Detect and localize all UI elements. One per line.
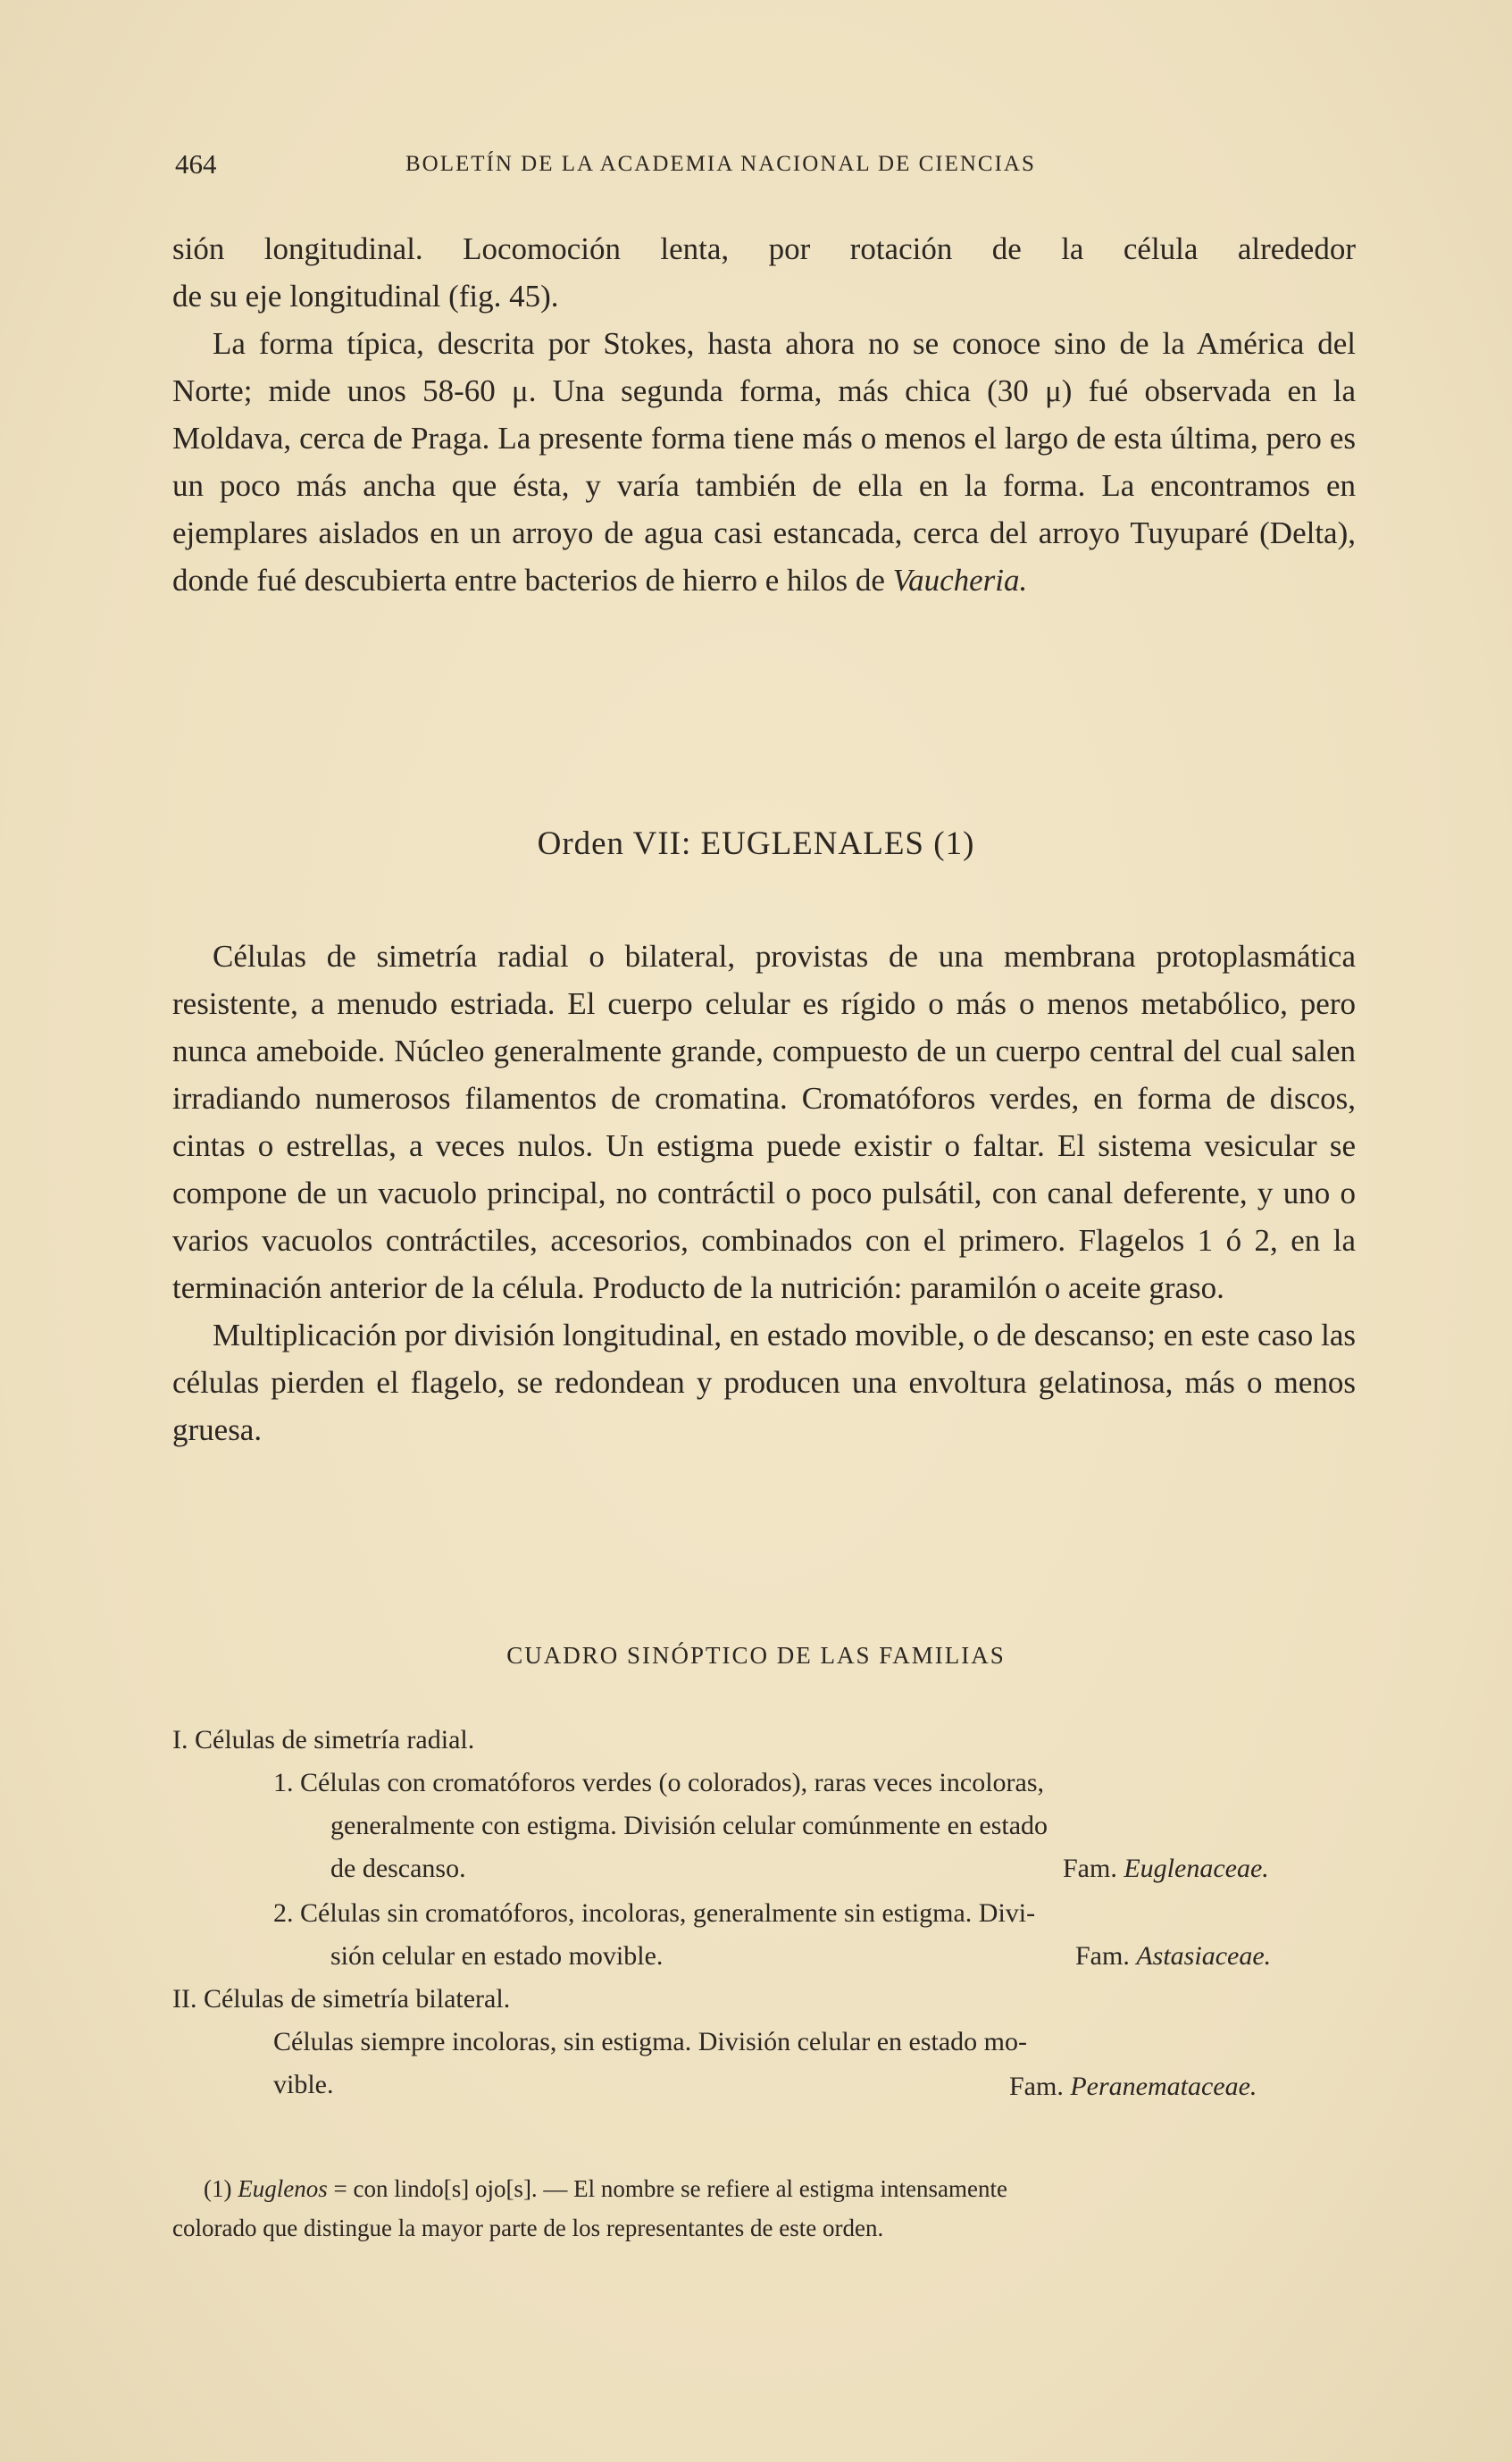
footnote-term: Euglenos bbox=[238, 2175, 328, 2202]
paragraph-text bbox=[172, 320, 1356, 604]
fam-name: Euglenaceae. bbox=[1124, 1854, 1269, 1883]
paragraph-stokes bbox=[172, 320, 1356, 604]
paragraph-body: La forma típica, descrita por Stokes, hasta ahora no se conoce sino de la América del Norte; mide unos 58-60 μ. Una segunda forma, más chica (30 μ) fué observada en la Moldava, cerca de Praga. La presente forma tiene más o menos el largo de esta última, pero es un poco más ancha que ésta, y varía también de ella en la forma. La encontramos en ejemplares aislados en un arroyo de agua casi estancada, cerca del arroyo Tuyuparé (Delta), donde fué descubierta entre bacterios de hierro e hilos de bbox=[172, 326, 1356, 598]
entry-line: generalmente con estigma. División celular comúnmente en estado bbox=[330, 1811, 1048, 1840]
paragraph-text: Multiplicación por división longitudinal, en estado movible, o de descanso; en este caso las células pierden el flagelo, se redondean y producen una envoltura gelatinosa, más o menos gruesa. bbox=[172, 1318, 1356, 1447]
fam-label: Fam. bbox=[1075, 1941, 1130, 1971]
family-name bbox=[1075, 1935, 1271, 1978]
italic-genus: Vaucheria. bbox=[892, 563, 1028, 598]
family-name bbox=[1063, 1847, 1269, 1890]
table-title: CUADRO SINÓPTICO DE LAS FAMILIAS bbox=[506, 1642, 1006, 1669]
section-heading: Orden VII: EUGLENALES (1) bbox=[537, 825, 975, 862]
paragraph-continuation bbox=[172, 225, 1356, 320]
fam-label: Fam. bbox=[1009, 2072, 1064, 2101]
text-line: sión longitudinal. Locomoción lenta, por rotación de la célula alrededor bbox=[172, 231, 1356, 266]
text-line: de su eje longitudinal (fig. 45). bbox=[172, 279, 559, 314]
paragraph-text: Células de simetría radial o bilateral, provistas de una membrana protoplasmática resistente, a menudo estriada. El cuerpo celular es rígido o más o menos metabólico, pero nunca ameboide. Núcleo generalmente grande, compuesto de un cuerpo central del cual salen irradiando numerosos filamentos de cromatina. Cromatóforos verdes, en forma de discos, cintas o estrellas, a veces nulos. Un estigma puede existir o faltar. El sistema vesicular se compone de un vacuolo principal, no contráctil o poco pulsátil, con canal deferente, y uno o varios vacuolos contráctiles, accesorios, combinados con el primero. Flagelos 1 ó 2, en la terminación anterior de la célula. Producto de la nutrición: paramilón o aceite graso. bbox=[172, 939, 1356, 1305]
page-number: 464 bbox=[175, 148, 217, 180]
entry-line: sión celular en estado movible. bbox=[330, 1941, 664, 1971]
entry-line: 1. Células con cromatóforos verdes (o colorados), raras veces incoloras, bbox=[273, 1768, 1045, 1797]
group-heading: I. Células de simetría radial. bbox=[172, 1725, 475, 1754]
entry-line: Células siempre incoloras, sin estigma. División celular en estado mo- bbox=[273, 2027, 1027, 2056]
entry-line: 2. Células sin cromatóforos, incoloras, generalmente sin estigma. Divi- bbox=[273, 1898, 1036, 1928]
group-heading: II. Células de simetría bilateral. bbox=[172, 1984, 511, 2014]
footnote-line bbox=[172, 2169, 1360, 2208]
entry-line: vible. bbox=[273, 2070, 334, 2099]
footnote-text: = con lindo[s] ojo[s]. — El nombre se refiere al estigma intensamente bbox=[333, 2175, 1007, 2202]
footnote bbox=[172, 2169, 1360, 2248]
entry-line: de descanso. bbox=[330, 1854, 466, 1883]
footnote-line: colorado que distingue la mayor parte de los representantes de este orden. bbox=[172, 2215, 884, 2241]
fam-name: Astasiaceae. bbox=[1136, 1941, 1272, 1971]
paragraph-description bbox=[172, 933, 1356, 1453]
footnote-marker: (1) bbox=[204, 2175, 232, 2202]
running-title: BOLETÍN DE LA ACADEMIA NACIONAL DE CIENCIAS bbox=[405, 152, 1036, 176]
fam-label: Fam. bbox=[1063, 1854, 1117, 1883]
fam-name: Peranemataceae. bbox=[1070, 2072, 1257, 2101]
family-name bbox=[1009, 2065, 1257, 2108]
